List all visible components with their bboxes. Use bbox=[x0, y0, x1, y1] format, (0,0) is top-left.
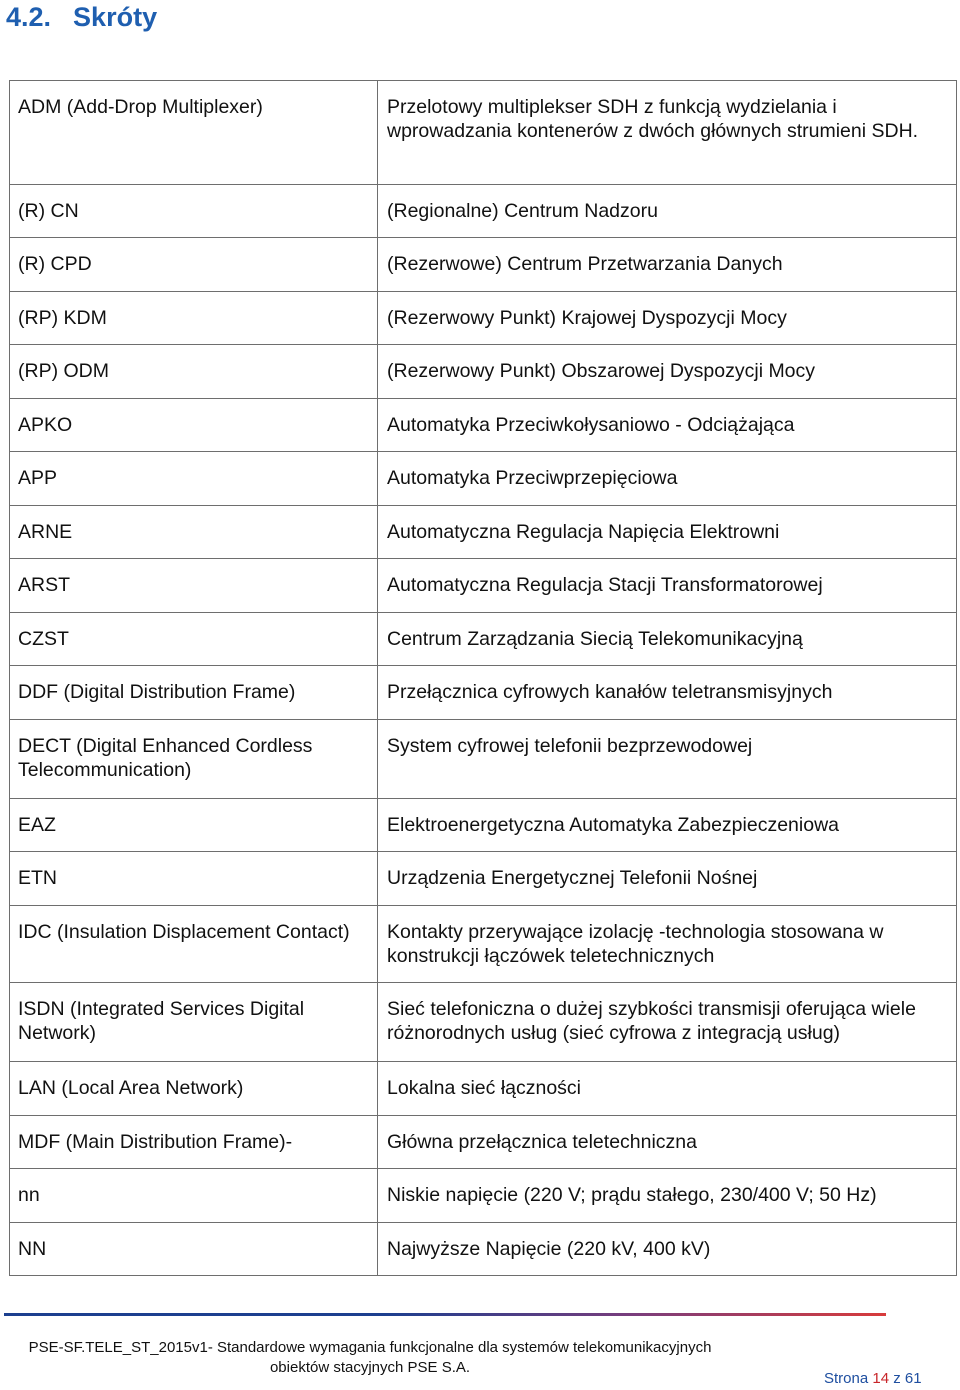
desc-cell: Elektroenergetyczna Automatyka Zabezpieczeniowa bbox=[378, 799, 957, 852]
desc-cell: Niskie napięcie (220 V; prądu stałego, 230/400 V; 50 Hz) bbox=[378, 1169, 957, 1223]
table-row bbox=[10, 799, 957, 852]
abbr-cell: EAZ bbox=[10, 799, 378, 852]
desc-cell: Automatyka Przeciwkołysaniowo - Odciążająca bbox=[378, 399, 957, 452]
desc-cell: Urządzenia Energetycznej Telefonii Nośnej bbox=[378, 852, 957, 906]
abbr-cell: ISDN (Integrated Services Digital Network) bbox=[10, 983, 378, 1062]
abbr-cell: ETN bbox=[10, 852, 378, 906]
section-heading bbox=[6, 2, 157, 33]
abbr-cell: ADM (Add-Drop Multiplexer) bbox=[10, 81, 378, 185]
desc-cell: Automatyczna Regulacja Stacji Transformatorowej bbox=[378, 559, 957, 613]
table-row bbox=[10, 666, 957, 720]
table-row bbox=[10, 399, 957, 452]
table-row bbox=[10, 613, 957, 666]
desc-cell: Automatyka Przeciwprzepięciowa bbox=[378, 452, 957, 506]
abbr-cell: (RP) ODM bbox=[10, 345, 378, 399]
abbr-cell: APKO bbox=[10, 399, 378, 452]
abbr-cell: NN bbox=[10, 1223, 378, 1276]
table-row bbox=[10, 345, 957, 399]
abbr-cell: (RP) KDM bbox=[10, 292, 378, 345]
table-row bbox=[10, 1223, 957, 1276]
abbr-cell: DECT (Digital Enhanced Cordless Telecommunication) bbox=[10, 720, 378, 799]
abbr-cell: ARST bbox=[10, 559, 378, 613]
section-title: Skróty bbox=[73, 2, 158, 32]
abbr-cell: nn bbox=[10, 1169, 378, 1223]
desc-cell: Lokalna sieć łączności bbox=[378, 1062, 957, 1116]
desc-cell: System cyfrowej telefonii bezprzewodowej bbox=[378, 720, 957, 799]
table-row bbox=[10, 559, 957, 613]
abbr-cell: DDF (Digital Distribution Frame) bbox=[10, 666, 378, 720]
table-row bbox=[10, 185, 957, 238]
page-current: 14 bbox=[872, 1370, 890, 1387]
table-row bbox=[10, 1169, 957, 1223]
page-total: 61 bbox=[904, 1370, 922, 1387]
desc-cell: Centrum Zarządzania Siecią Telekomunikacyjną bbox=[378, 613, 957, 666]
desc-cell: Główna przełącznica teletechniczna bbox=[378, 1116, 957, 1169]
abbr-cell: (R) CN bbox=[10, 185, 378, 238]
table-row bbox=[10, 906, 957, 983]
desc-cell: Automatyczna Regulacja Napięcia Elektrowni bbox=[378, 506, 957, 559]
abbr-cell: ARNE bbox=[10, 506, 378, 559]
page-number bbox=[824, 1370, 922, 1387]
desc-cell: (Rezerwowy Punkt) Krajowej Dyspozycji Mocy bbox=[378, 292, 957, 345]
abbr-cell: APP bbox=[10, 452, 378, 506]
footer-text bbox=[10, 1338, 730, 1378]
page-prefix: Strona bbox=[824, 1370, 869, 1387]
table-row bbox=[10, 292, 957, 345]
abbr-cell: IDC (Insulation Displacement Contact) bbox=[10, 906, 378, 983]
desc-cell: Sieć telefoniczna o dużej szybkości transmisji oferująca wiele różnorodnych usług (sieć cyfrowa z integracją usług) bbox=[378, 983, 957, 1062]
table-row bbox=[10, 81, 957, 185]
desc-cell: (Regionalne) Centrum Nadzoru bbox=[378, 185, 957, 238]
desc-cell: Przełącznica cyfrowych kanałów teletransmisyjnych bbox=[378, 666, 957, 720]
page-separator: z bbox=[893, 1370, 901, 1387]
table-row bbox=[10, 238, 957, 292]
abbreviations-table bbox=[9, 80, 957, 1276]
desc-cell: Przelotowy multiplekser SDH z funkcją wydzielania i wprowadzania kontenerów z dwóch głównych strumieni SDH. bbox=[378, 81, 957, 185]
table-row bbox=[10, 1116, 957, 1169]
abbr-cell: LAN (Local Area Network) bbox=[10, 1062, 378, 1116]
footer-line-2: obiektów stacyjnych PSE S.A. bbox=[269, 1359, 471, 1376]
table-row bbox=[10, 506, 957, 559]
abbr-cell: CZST bbox=[10, 613, 378, 666]
desc-cell: Najwyższe Napięcie (220 kV, 400 kV) bbox=[378, 1223, 957, 1276]
table-row bbox=[10, 852, 957, 906]
section-number: 4.2. bbox=[6, 2, 52, 32]
desc-cell: (Rezerwowe) Centrum Przetwarzania Danych bbox=[378, 238, 957, 292]
footer-line-1: PSE-SF.TELE_ST_2015v1- Standardowe wymagania funkcjonalne dla systemów telekomunikacyjnych bbox=[28, 1339, 712, 1356]
desc-cell: Kontakty przerywające izolację -technologia stosowana w konstrukcji łączówek teletechnicznych bbox=[378, 906, 957, 983]
table-row bbox=[10, 720, 957, 799]
table-row bbox=[10, 452, 957, 506]
desc-cell: (Rezerwowy Punkt) Obszarowej Dyspozycji Mocy bbox=[378, 345, 957, 399]
abbr-cell: (R) CPD bbox=[10, 238, 378, 292]
footer-divider-gradient bbox=[384, 1313, 886, 1316]
footer-divider-left bbox=[4, 1313, 384, 1316]
abbr-cell: MDF (Main Distribution Frame)- bbox=[10, 1116, 378, 1169]
table-row bbox=[10, 1062, 957, 1116]
table-row bbox=[10, 983, 957, 1062]
